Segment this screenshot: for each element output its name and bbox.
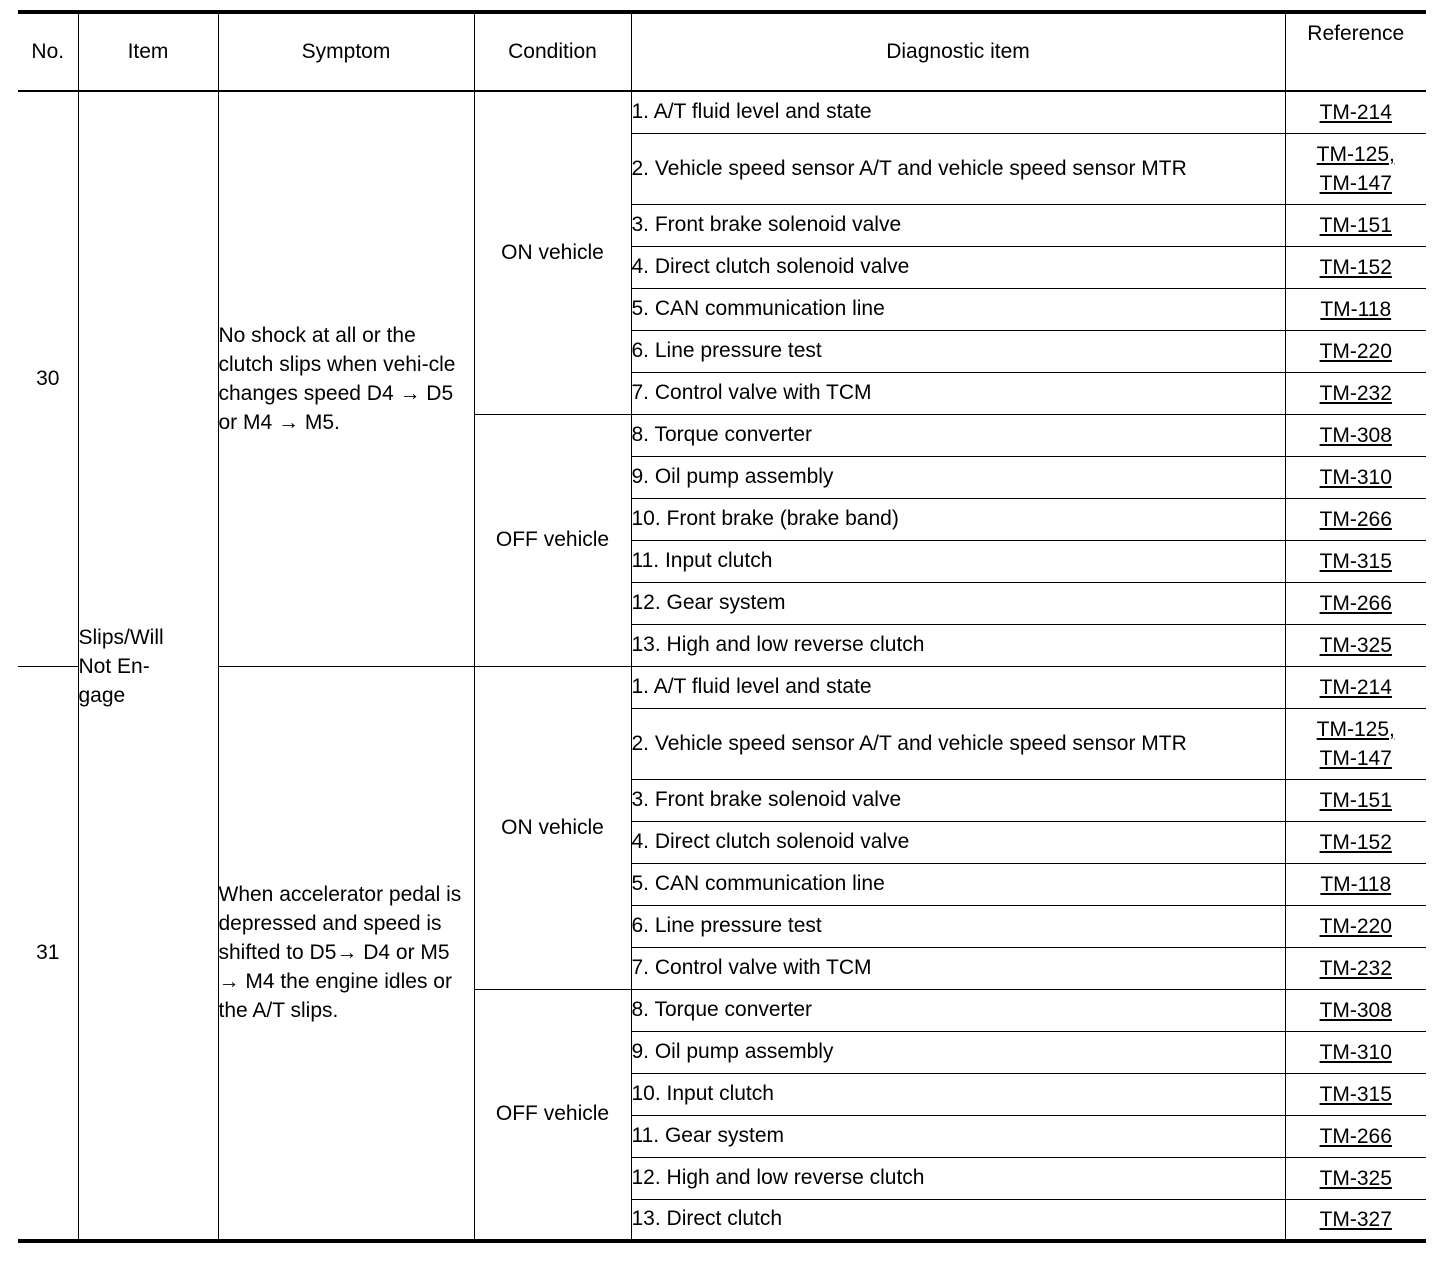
diagnostic-item: 11. Input clutch <box>631 540 1285 582</box>
condition-on-vehicle: ON vehicle <box>474 666 631 989</box>
reference-link[interactable]: TM-152 <box>1319 830 1392 854</box>
reference-cell <box>1285 582 1426 624</box>
header-condition: Condition <box>474 12 631 91</box>
reference-cell <box>1285 456 1426 498</box>
condition-off-vehicle: OFF vehicle <box>474 414 631 666</box>
diagnostic-item: 8. Torque converter <box>631 989 1285 1031</box>
diagnostic-item: 7. Control valve with TCM <box>631 372 1285 414</box>
header-diagnostic-item: Diagnostic item <box>631 12 1285 91</box>
header-row <box>18 12 1426 91</box>
header-item: Item <box>78 12 218 91</box>
diagnostic-item: 6. Line pressure test <box>631 330 1285 372</box>
reference-link[interactable]: TM-147 <box>1319 746 1392 770</box>
reference-link[interactable]: TM-214 <box>1319 675 1392 699</box>
reference-cell <box>1285 91 1426 133</box>
header-symptom: Symptom <box>218 12 474 91</box>
diagnostic-item: 5. CAN communication line <box>631 863 1285 905</box>
item-cell-bottom <box>78 666 218 1241</box>
diagnostic-item: 3. Front brake solenoid valve <box>631 204 1285 246</box>
condition-off-vehicle: OFF vehicle <box>474 989 631 1241</box>
reference-cell <box>1285 133 1426 204</box>
diagnostic-item: 9. Oil pump assembly <box>631 456 1285 498</box>
reference-cell <box>1285 821 1426 863</box>
reference-cell <box>1285 288 1426 330</box>
reference-link[interactable]: TM-151 <box>1319 788 1392 812</box>
symptom-text: When accelerator pedal is depressed and speed is shifted to D5→ D4 or M5 → M4 the engine idles or the A/T slips. <box>218 666 474 1241</box>
diagnostic-item: 1. A/T fluid level and state <box>631 91 1285 133</box>
item-cell-top <box>78 91 218 707</box>
diagnostic-item: 6. Line pressure test <box>631 905 1285 947</box>
header-no: No. <box>18 12 78 91</box>
diagnostic-item: 12. High and low reverse clutch <box>631 1157 1285 1199</box>
reference-link[interactable]: TM-220 <box>1319 914 1392 938</box>
reference-cell <box>1285 1157 1426 1199</box>
reference-link[interactable]: TM-147 <box>1319 171 1392 195</box>
diagnostic-item: 2. Vehicle speed sensor A/T and vehicle speed sensor MTR <box>631 133 1285 204</box>
reference-cell <box>1285 666 1426 708</box>
reference-link[interactable]: TM-152 <box>1319 255 1392 279</box>
reference-link[interactable]: TM-310 <box>1319 465 1392 489</box>
diagnostic-item: 13. High and low reverse clutch <box>631 624 1285 666</box>
reference-link[interactable]: TM-151 <box>1319 213 1392 237</box>
diagnostic-item: 9. Oil pump assembly <box>631 1031 1285 1073</box>
diagnostic-item: 4. Direct clutch solenoid valve <box>631 821 1285 863</box>
reference-link[interactable]: TM-310 <box>1319 1040 1392 1064</box>
reference-link[interactable]: TM-232 <box>1319 381 1392 405</box>
diagnostic-item: 5. CAN communication line <box>631 288 1285 330</box>
reference-cell <box>1285 905 1426 947</box>
reference-link[interactable]: TM-266 <box>1319 1124 1392 1148</box>
diagnostic-item: 1. A/T fluid level and state <box>631 666 1285 708</box>
diagnostic-item: 11. Gear system <box>631 1115 1285 1157</box>
row-number: 30 <box>18 91 78 666</box>
reference-link[interactable]: TM-308 <box>1319 423 1392 447</box>
reference-link[interactable]: TM-266 <box>1319 507 1392 531</box>
reference-cell <box>1285 1199 1426 1241</box>
diagnostic-item: 10. Front brake (brake band) <box>631 498 1285 540</box>
condition-on-vehicle: ON vehicle <box>474 91 631 414</box>
symptom-text: No shock at all or the clutch slips when vehi-cle changes speed D4 → D5 or M4 → M5. <box>218 91 474 666</box>
diagnostic-item: 7. Control valve with TCM <box>631 947 1285 989</box>
reference-cell <box>1285 498 1426 540</box>
diagnostic-item: 2. Vehicle speed sensor A/T and vehicle speed sensor MTR <box>631 708 1285 779</box>
row-number: 31 <box>18 666 78 1241</box>
reference-cell <box>1285 989 1426 1031</box>
reference-cell <box>1285 708 1426 779</box>
table-row <box>18 91 1426 133</box>
reference-cell <box>1285 414 1426 456</box>
item-label: Slips/Will Not En-gage <box>78 626 164 707</box>
header-reference: Reference <box>1285 12 1426 91</box>
diagnostic-item: 3. Front brake solenoid valve <box>631 779 1285 821</box>
table-row <box>18 666 1426 708</box>
diagnostic-item: 10. Input clutch <box>631 1073 1285 1115</box>
diagnostic-item: 13. Direct clutch <box>631 1199 1285 1241</box>
reference-cell <box>1285 372 1426 414</box>
reference-cell <box>1285 863 1426 905</box>
reference-cell <box>1285 1115 1426 1157</box>
reference-link[interactable]: TM-220 <box>1319 339 1392 363</box>
reference-link[interactable]: TM-327 <box>1319 1207 1392 1231</box>
reference-cell <box>1285 204 1426 246</box>
reference-link[interactable]: TM-315 <box>1319 1082 1392 1106</box>
reference-link[interactable]: TM-266 <box>1319 591 1392 615</box>
diagnostic-item: 12. Gear system <box>631 582 1285 624</box>
reference-cell <box>1285 1031 1426 1073</box>
reference-link[interactable]: TM-308 <box>1319 998 1392 1022</box>
reference-cell <box>1285 330 1426 372</box>
reference-cell <box>1285 779 1426 821</box>
table-body <box>18 91 1426 1241</box>
diagnosis-table <box>18 10 1426 1243</box>
reference-link[interactable]: TM-118 <box>1320 872 1392 896</box>
diagnostic-item: 4. Direct clutch solenoid valve <box>631 246 1285 288</box>
reference-link[interactable]: TM-325 <box>1319 1166 1392 1190</box>
diagnostic-item: 8. Torque converter <box>631 414 1285 456</box>
reference-link[interactable]: TM-125, <box>1316 717 1395 741</box>
reference-cell <box>1285 1073 1426 1115</box>
reference-link[interactable]: TM-315 <box>1319 549 1392 573</box>
reference-link[interactable]: TM-125, <box>1316 142 1395 166</box>
reference-cell <box>1285 540 1426 582</box>
reference-cell <box>1285 624 1426 666</box>
reference-link[interactable]: TM-214 <box>1319 100 1392 124</box>
reference-link[interactable]: TM-118 <box>1320 297 1392 321</box>
reference-cell <box>1285 246 1426 288</box>
reference-cell <box>1285 947 1426 989</box>
reference-link[interactable]: TM-232 <box>1319 956 1392 980</box>
reference-link[interactable]: TM-325 <box>1319 633 1392 657</box>
